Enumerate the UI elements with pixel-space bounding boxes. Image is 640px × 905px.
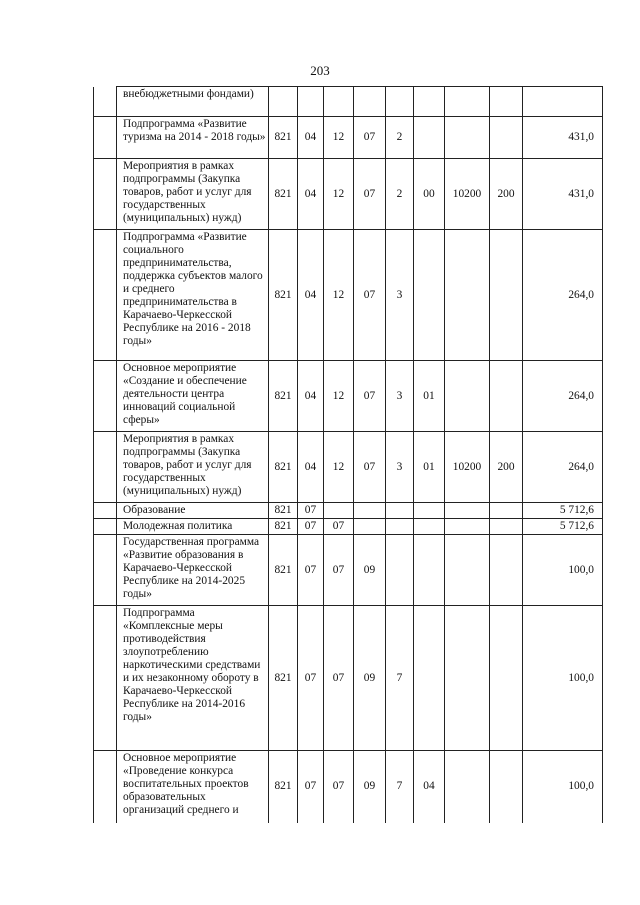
- subprogram-code-cell: 3: [386, 432, 414, 503]
- admin-code-cell: 821: [269, 230, 298, 361]
- row-number-cell: [94, 87, 117, 117]
- section-code-cell: 07: [298, 751, 324, 823]
- subsection-code-cell: [324, 503, 354, 519]
- measure-code-cell: [414, 87, 445, 117]
- program-code-cell: 07: [354, 361, 386, 432]
- subsection-code-cell: 07: [324, 606, 354, 751]
- measure-code-cell: 00: [414, 159, 445, 230]
- measure-code-cell: [414, 535, 445, 606]
- subsection-code-cell: 12: [324, 117, 354, 159]
- subsection-code-cell: 12: [324, 230, 354, 361]
- row-number-cell: [94, 519, 117, 535]
- admin-code-cell: [269, 87, 298, 117]
- amount-cell: 100,0: [523, 606, 603, 751]
- admin-code-cell: 821: [269, 159, 298, 230]
- direction-code-cell: [445, 535, 490, 606]
- item-name-cell: Основное мероприятие «Проведение конкурса воспитательных проектов образовательных организаций среднего и: [117, 751, 269, 823]
- page-number: 203: [310, 63, 330, 78]
- item-name-cell: Подпрограмма «Развитие социального предпринимательства, поддержка субъектов малого и среднего предпринимательства в Карачаево-Черкесской Республике на 2016 - 2018 годы»: [117, 230, 269, 361]
- subsection-code-cell: 12: [324, 432, 354, 503]
- program-code-cell: [354, 503, 386, 519]
- item-name-cell: Молодежная политика: [117, 519, 269, 535]
- subprogram-code-cell: [386, 503, 414, 519]
- subprogram-code-cell: 3: [386, 361, 414, 432]
- expense-type-code-cell: [490, 117, 523, 159]
- item-name-cell: Подпрограмма «Развитие туризма на 2014 - 2018 годы»: [117, 117, 269, 159]
- program-code-cell: 07: [354, 230, 386, 361]
- measure-code-cell: [414, 117, 445, 159]
- table-row: [94, 606, 603, 751]
- row-number-cell: [94, 606, 117, 751]
- measure-code-cell: [414, 230, 445, 361]
- direction-code-cell: [445, 87, 490, 117]
- program-code-cell: 07: [354, 432, 386, 503]
- program-code-cell: 07: [354, 117, 386, 159]
- subsection-code-cell: 07: [324, 519, 354, 535]
- expense-type-code-cell: [490, 361, 523, 432]
- amount-cell: 264,0: [523, 432, 603, 503]
- admin-code-cell: 821: [269, 751, 298, 823]
- section-code-cell: 04: [298, 432, 324, 503]
- row-number-cell: [94, 751, 117, 823]
- item-name-cell: Мероприятия в рамках подпрограммы (Закупка товаров, работ и услуг для государственных (муниципальных) нужд): [117, 159, 269, 230]
- item-name-cell: Мероприятия в рамках подпрограммы (Закупка товаров, работ и услуг для государственных (муниципальных) нужд): [117, 432, 269, 503]
- admin-code-cell: 821: [269, 535, 298, 606]
- program-code-cell: 09: [354, 751, 386, 823]
- amount-cell: 264,0: [523, 361, 603, 432]
- admin-code-cell: 821: [269, 519, 298, 535]
- row-number-cell: [94, 361, 117, 432]
- measure-code-cell: [414, 606, 445, 751]
- table-row: [94, 159, 603, 230]
- item-name-cell: Основное мероприятие «Создание и обеспечение деятельности центра инноваций социальной сферы»: [117, 361, 269, 432]
- expense-type-code-cell: [490, 751, 523, 823]
- subprogram-code-cell: [386, 519, 414, 535]
- subsection-code-cell: 12: [324, 361, 354, 432]
- subprogram-code-cell: 2: [386, 117, 414, 159]
- table-row: [94, 361, 603, 432]
- table-row: [94, 117, 603, 159]
- expense-type-code-cell: [490, 503, 523, 519]
- subsection-code-cell: [324, 87, 354, 117]
- row-number-cell: [94, 432, 117, 503]
- program-code-cell: [354, 519, 386, 535]
- expense-type-code-cell: [490, 87, 523, 117]
- table-row: [94, 751, 603, 823]
- table-row: [94, 432, 603, 503]
- subprogram-code-cell: 7: [386, 606, 414, 751]
- direction-code-cell: [445, 751, 490, 823]
- expense-type-code-cell: [490, 535, 523, 606]
- table-row: [94, 535, 603, 606]
- expense-type-code-cell: 200: [490, 432, 523, 503]
- admin-code-cell: 821: [269, 432, 298, 503]
- subprogram-code-cell: 3: [386, 230, 414, 361]
- section-code-cell: [298, 87, 324, 117]
- row-number-cell: [94, 159, 117, 230]
- row-number-cell: [94, 230, 117, 361]
- expense-type-code-cell: [490, 519, 523, 535]
- amount-cell: 5 712,6: [523, 503, 603, 519]
- section-code-cell: 04: [298, 361, 324, 432]
- amount-cell: 100,0: [523, 535, 603, 606]
- section-code-cell: 04: [298, 230, 324, 361]
- section-code-cell: 07: [298, 606, 324, 751]
- direction-code-cell: [445, 503, 490, 519]
- item-name-cell: Образование: [117, 503, 269, 519]
- subprogram-code-cell: [386, 535, 414, 606]
- row-number-cell: [94, 117, 117, 159]
- subsection-code-cell: 12: [324, 159, 354, 230]
- subsection-code-cell: 07: [324, 535, 354, 606]
- measure-code-cell: [414, 503, 445, 519]
- measure-code-cell: 01: [414, 432, 445, 503]
- subsection-code-cell: 07: [324, 751, 354, 823]
- admin-code-cell: 821: [269, 117, 298, 159]
- row-number-cell: [94, 535, 117, 606]
- section-code-cell: 04: [298, 117, 324, 159]
- program-code-cell: 07: [354, 159, 386, 230]
- admin-code-cell: 821: [269, 606, 298, 751]
- amount-cell: 100,0: [523, 751, 603, 823]
- measure-code-cell: 04: [414, 751, 445, 823]
- item-name-cell: Государственная программа «Развитие образования в Карачаево-Черкесской Республике на 2014-2025 годы»: [117, 535, 269, 606]
- row-number-cell: [94, 503, 117, 519]
- item-name-cell: Подпрограмма «Комплексные меры противодействия злоупотреблению наркотическими средствами и их незаконному обороту в Карачаево-Черкесской Республике на 2014-2016 годы»: [117, 606, 269, 751]
- direction-code-cell: 10200: [445, 432, 490, 503]
- amount-cell: [523, 87, 603, 117]
- expense-type-code-cell: [490, 230, 523, 361]
- measure-code-cell: [414, 519, 445, 535]
- section-code-cell: 07: [298, 535, 324, 606]
- section-code-cell: 07: [298, 519, 324, 535]
- table-row: [94, 230, 603, 361]
- program-code-cell: 09: [354, 606, 386, 751]
- table-row: [94, 503, 603, 519]
- amount-cell: 431,0: [523, 117, 603, 159]
- section-code-cell: 04: [298, 159, 324, 230]
- budget-table: [93, 86, 603, 823]
- direction-code-cell: 10200: [445, 159, 490, 230]
- amount-cell: 264,0: [523, 230, 603, 361]
- item-name-cell: внебюджетными фондами): [117, 87, 269, 117]
- direction-code-cell: [445, 361, 490, 432]
- table-row: [94, 519, 603, 535]
- expense-type-code-cell: 200: [490, 159, 523, 230]
- subprogram-code-cell: 7: [386, 751, 414, 823]
- subprogram-code-cell: 2: [386, 159, 414, 230]
- measure-code-cell: 01: [414, 361, 445, 432]
- admin-code-cell: 821: [269, 361, 298, 432]
- amount-cell: 5 712,6: [523, 519, 603, 535]
- table-row: [94, 87, 603, 117]
- program-code-cell: [354, 87, 386, 117]
- direction-code-cell: [445, 606, 490, 751]
- amount-cell: 431,0: [523, 159, 603, 230]
- direction-code-cell: [445, 519, 490, 535]
- admin-code-cell: 821: [269, 503, 298, 519]
- direction-code-cell: [445, 117, 490, 159]
- section-code-cell: 07: [298, 503, 324, 519]
- direction-code-cell: [445, 230, 490, 361]
- expense-type-code-cell: [490, 606, 523, 751]
- subprogram-code-cell: [386, 87, 414, 117]
- program-code-cell: 09: [354, 535, 386, 606]
